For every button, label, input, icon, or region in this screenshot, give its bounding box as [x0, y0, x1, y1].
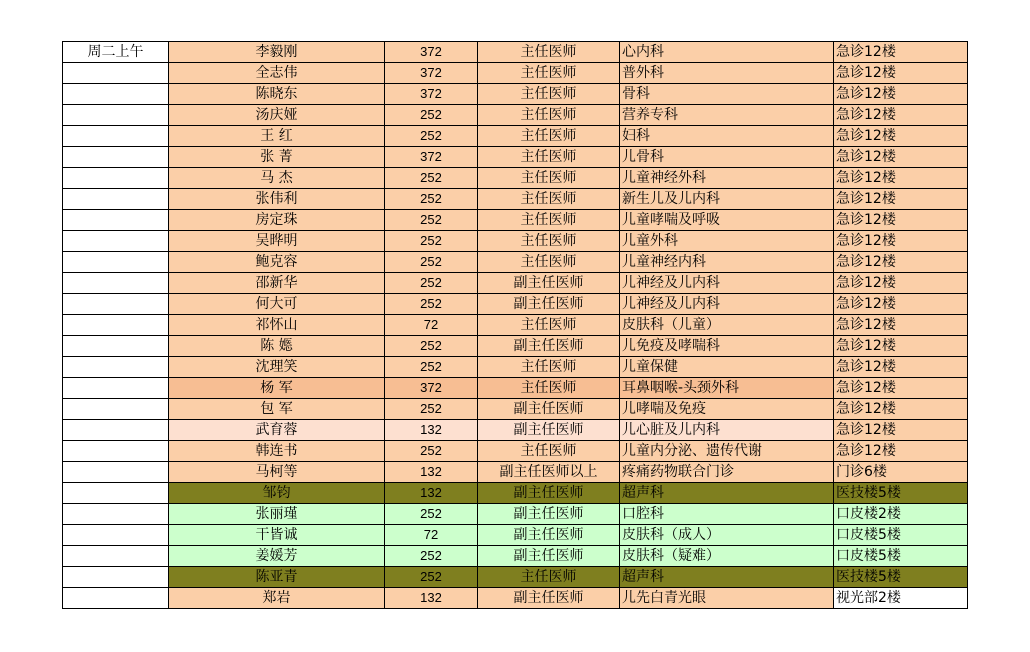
fee-cell[interactable]: 252: [385, 126, 478, 147]
table-row: [63, 42, 968, 63]
table-row: [63, 126, 968, 147]
day-cell[interactable]: [63, 336, 169, 357]
doctor-name-cell[interactable]: 姜媛芳: [169, 546, 385, 567]
day-cell[interactable]: [63, 378, 169, 399]
table-row: [63, 483, 968, 504]
location-cell[interactable]: 急诊12楼: [834, 336, 968, 357]
fee-cell[interactable]: 252: [385, 252, 478, 273]
table-row: [63, 357, 968, 378]
department-cell[interactable]: 普外科: [620, 63, 834, 84]
location-cell[interactable]: 急诊12楼: [834, 273, 968, 294]
department-cell[interactable]: 超声科: [620, 483, 834, 504]
title-cell[interactable]: 主任医师: [478, 210, 620, 231]
fee-cell[interactable]: 252: [385, 231, 478, 252]
table-row: [63, 84, 968, 105]
title-cell[interactable]: 主任医师: [478, 42, 620, 63]
department-cell[interactable]: 儿童内分泌、遗传代谢: [620, 441, 834, 462]
day-cell[interactable]: [63, 315, 169, 336]
doctor-name-cell[interactable]: 韩连书: [169, 441, 385, 462]
department-cell[interactable]: 皮肤科（疑难）: [620, 546, 834, 567]
table-row: [63, 588, 968, 609]
table-row: [63, 420, 968, 441]
location-cell[interactable]: 医技楼5楼: [834, 567, 968, 588]
table-row: [63, 546, 968, 567]
title-cell[interactable]: 副主任医师: [478, 399, 620, 420]
doctor-name-cell[interactable]: 何大可: [169, 294, 385, 315]
title-cell[interactable]: 副主任医师: [478, 546, 620, 567]
day-cell[interactable]: [63, 147, 169, 168]
day-cell[interactable]: [63, 273, 169, 294]
table-row: [63, 315, 968, 336]
doctor-name-cell[interactable]: 王 红: [169, 126, 385, 147]
fee-cell[interactable]: 252: [385, 210, 478, 231]
table-row: [63, 168, 968, 189]
doctor-name-cell[interactable]: 吴晔明: [169, 231, 385, 252]
title-cell[interactable]: 副主任医师: [478, 420, 620, 441]
location-cell[interactable]: 急诊12楼: [834, 399, 968, 420]
location-cell[interactable]: 急诊12楼: [834, 126, 968, 147]
title-cell[interactable]: 主任医师: [478, 168, 620, 189]
title-cell[interactable]: 主任医师: [478, 252, 620, 273]
location-cell[interactable]: 急诊12楼: [834, 147, 968, 168]
table-row: [63, 105, 968, 126]
table-row: [63, 336, 968, 357]
fee-cell[interactable]: 372: [385, 42, 478, 63]
fee-cell[interactable]: 252: [385, 273, 478, 294]
fee-cell[interactable]: 372: [385, 378, 478, 399]
table-row: [63, 462, 968, 483]
doctor-name-cell[interactable]: 杨 军: [169, 378, 385, 399]
fee-cell[interactable]: 372: [385, 147, 478, 168]
title-cell[interactable]: 副主任医师: [478, 483, 620, 504]
fee-cell[interactable]: 252: [385, 546, 478, 567]
location-cell[interactable]: 视光部2楼: [834, 588, 968, 609]
doctor-name-cell[interactable]: 武育蓉: [169, 420, 385, 441]
day-cell[interactable]: [63, 231, 169, 252]
department-cell[interactable]: 儿童保健: [620, 357, 834, 378]
department-cell[interactable]: 儿童神经外科: [620, 168, 834, 189]
day-cell[interactable]: [63, 294, 169, 315]
department-cell[interactable]: 耳鼻咽喉-头颈外科: [620, 378, 834, 399]
title-cell[interactable]: 主任医师: [478, 378, 620, 399]
fee-cell[interactable]: 252: [385, 504, 478, 525]
title-cell[interactable]: 副主任医师: [478, 294, 620, 315]
fee-cell[interactable]: 372: [385, 84, 478, 105]
title-cell[interactable]: 副主任医师: [478, 525, 620, 546]
table-row: [63, 231, 968, 252]
fee-cell[interactable]: 132: [385, 462, 478, 483]
doctor-name-cell[interactable]: 沈理笑: [169, 357, 385, 378]
title-cell[interactable]: 主任医师: [478, 231, 620, 252]
fee-cell[interactable]: 132: [385, 483, 478, 504]
title-cell[interactable]: 主任医师: [478, 189, 620, 210]
day-cell[interactable]: [63, 525, 169, 546]
day-cell[interactable]: [63, 105, 169, 126]
department-cell[interactable]: 儿神经及儿内科: [620, 273, 834, 294]
doctor-name-cell[interactable]: 李毅刚: [169, 42, 385, 63]
day-cell[interactable]: [63, 63, 169, 84]
title-cell[interactable]: 主任医师: [478, 147, 620, 168]
doctor-name-cell[interactable]: 马 杰: [169, 168, 385, 189]
department-cell[interactable]: 儿心脏及儿内科: [620, 420, 834, 441]
fee-cell[interactable]: 252: [385, 441, 478, 462]
department-cell[interactable]: 儿童哮喘及呼吸: [620, 210, 834, 231]
table-row: [63, 147, 968, 168]
title-cell[interactable]: 主任医师: [478, 126, 620, 147]
fee-cell[interactable]: 252: [385, 168, 478, 189]
location-cell[interactable]: 急诊12楼: [834, 63, 968, 84]
day-cell[interactable]: [63, 546, 169, 567]
department-cell[interactable]: 儿先白青光眼: [620, 588, 834, 609]
title-cell[interactable]: 主任医师: [478, 105, 620, 126]
table-row: [63, 399, 968, 420]
doctor-name-cell[interactable]: 干皆诚: [169, 525, 385, 546]
day-cell[interactable]: [63, 420, 169, 441]
location-cell[interactable]: 急诊12楼: [834, 294, 968, 315]
department-cell[interactable]: 儿童外科: [620, 231, 834, 252]
day-cell[interactable]: [63, 399, 169, 420]
fee-cell[interactable]: 252: [385, 105, 478, 126]
fee-cell[interactable]: 132: [385, 588, 478, 609]
doctor-name-cell[interactable]: 房定珠: [169, 210, 385, 231]
location-cell[interactable]: 急诊12楼: [834, 231, 968, 252]
doctor-name-cell[interactable]: 张丽瑾: [169, 504, 385, 525]
day-cell[interactable]: [63, 357, 169, 378]
fee-cell[interactable]: 72: [385, 315, 478, 336]
location-cell[interactable]: 口皮楼2楼: [834, 504, 968, 525]
doctor-name-cell[interactable]: 包 军: [169, 399, 385, 420]
doctor-name-cell[interactable]: 祁怀山: [169, 315, 385, 336]
location-cell[interactable]: 急诊12楼: [834, 441, 968, 462]
table-row: [63, 567, 968, 588]
doctor-schedule-table: [62, 41, 968, 609]
table-row: [63, 378, 968, 399]
doctor-name-cell[interactable]: 张伟利: [169, 189, 385, 210]
location-cell[interactable]: 急诊12楼: [834, 42, 968, 63]
doctor-name-cell[interactable]: 全志伟: [169, 63, 385, 84]
title-cell[interactable]: 副主任医师: [478, 504, 620, 525]
doctor-name-cell[interactable]: 陈 嫕: [169, 336, 385, 357]
fee-cell[interactable]: 252: [385, 399, 478, 420]
table-row: [63, 252, 968, 273]
title-cell[interactable]: 主任医师: [478, 441, 620, 462]
fee-cell[interactable]: 252: [385, 189, 478, 210]
day-cell[interactable]: [63, 168, 169, 189]
doctor-name-cell[interactable]: 马柯等: [169, 462, 385, 483]
doctor-name-cell[interactable]: 鲍克容: [169, 252, 385, 273]
doctor-name-cell[interactable]: 邹钧: [169, 483, 385, 504]
table-row: [63, 63, 968, 84]
doctor-name-cell[interactable]: 陈亚青: [169, 567, 385, 588]
location-cell[interactable]: 急诊12楼: [834, 105, 968, 126]
title-cell[interactable]: 主任医师: [478, 315, 620, 336]
department-cell[interactable]: 皮肤科（儿童）: [620, 315, 834, 336]
department-cell[interactable]: 儿哮喘及免疫: [620, 399, 834, 420]
day-cell[interactable]: [63, 210, 169, 231]
day-cell[interactable]: 周二上午: [63, 42, 169, 63]
title-cell[interactable]: 副主任医师: [478, 588, 620, 609]
table-row: [63, 294, 968, 315]
location-cell[interactable]: 急诊12楼: [834, 378, 968, 399]
fee-cell[interactable]: 252: [385, 357, 478, 378]
doctor-name-cell[interactable]: 邵新华: [169, 273, 385, 294]
department-cell[interactable]: 疼痛药物联合门诊: [620, 462, 834, 483]
day-cell[interactable]: [63, 441, 169, 462]
title-cell[interactable]: 副主任医师: [478, 273, 620, 294]
location-cell[interactable]: 急诊12楼: [834, 357, 968, 378]
table-row: [63, 504, 968, 525]
day-cell[interactable]: [63, 504, 169, 525]
fee-cell[interactable]: 132: [385, 420, 478, 441]
title-cell[interactable]: 主任医师: [478, 84, 620, 105]
title-cell[interactable]: 副主任医师以上: [478, 462, 620, 483]
department-cell[interactable]: 超声科: [620, 567, 834, 588]
location-cell[interactable]: 医技楼5楼: [834, 483, 968, 504]
day-cell[interactable]: [63, 567, 169, 588]
schedule-rows: [63, 42, 968, 609]
fee-cell[interactable]: 372: [385, 63, 478, 84]
table-row: [63, 189, 968, 210]
department-cell[interactable]: 儿免疫及哮喘科: [620, 336, 834, 357]
department-cell[interactable]: 营养专科: [620, 105, 834, 126]
title-cell[interactable]: 副主任医师: [478, 336, 620, 357]
department-cell[interactable]: 口腔科: [620, 504, 834, 525]
department-cell[interactable]: 儿童神经内科: [620, 252, 834, 273]
fee-cell[interactable]: 252: [385, 336, 478, 357]
table-row: [63, 273, 968, 294]
department-cell[interactable]: 骨科: [620, 84, 834, 105]
day-cell[interactable]: [63, 483, 169, 504]
location-cell[interactable]: 口皮楼5楼: [834, 546, 968, 567]
location-cell[interactable]: 急诊12楼: [834, 420, 968, 441]
table-row: [63, 210, 968, 231]
department-cell[interactable]: 儿神经及儿内科: [620, 294, 834, 315]
fee-cell[interactable]: 72: [385, 525, 478, 546]
department-cell[interactable]: 儿骨科: [620, 147, 834, 168]
doctor-name-cell[interactable]: 郑岩: [169, 588, 385, 609]
department-cell[interactable]: 皮肤科（成人）: [620, 525, 834, 546]
doctor-name-cell[interactable]: 汤庆娅: [169, 105, 385, 126]
department-cell[interactable]: 妇科: [620, 126, 834, 147]
department-cell[interactable]: 新生儿及儿内科: [620, 189, 834, 210]
day-cell[interactable]: [63, 84, 169, 105]
day-cell[interactable]: [63, 126, 169, 147]
location-cell[interactable]: 急诊12楼: [834, 168, 968, 189]
location-cell[interactable]: 口皮楼5楼: [834, 525, 968, 546]
title-cell[interactable]: 主任医师: [478, 357, 620, 378]
location-cell[interactable]: 急诊12楼: [834, 252, 968, 273]
doctor-name-cell[interactable]: 张 菁: [169, 147, 385, 168]
title-cell[interactable]: 主任医师: [478, 63, 620, 84]
fee-cell[interactable]: 252: [385, 567, 478, 588]
doctor-name-cell[interactable]: 陈晓东: [169, 84, 385, 105]
day-cell[interactable]: [63, 252, 169, 273]
location-cell[interactable]: 门诊6楼: [834, 462, 968, 483]
location-cell[interactable]: 急诊12楼: [834, 189, 968, 210]
day-cell[interactable]: [63, 189, 169, 210]
title-cell[interactable]: 主任医师: [478, 567, 620, 588]
department-cell[interactable]: 心内科: [620, 42, 834, 63]
table-row: [63, 441, 968, 462]
day-cell[interactable]: [63, 588, 169, 609]
location-cell[interactable]: 急诊12楼: [834, 84, 968, 105]
location-cell[interactable]: 急诊12楼: [834, 315, 968, 336]
day-cell[interactable]: [63, 462, 169, 483]
fee-cell[interactable]: 252: [385, 294, 478, 315]
location-cell[interactable]: 急诊12楼: [834, 210, 968, 231]
table-row: [63, 525, 968, 546]
